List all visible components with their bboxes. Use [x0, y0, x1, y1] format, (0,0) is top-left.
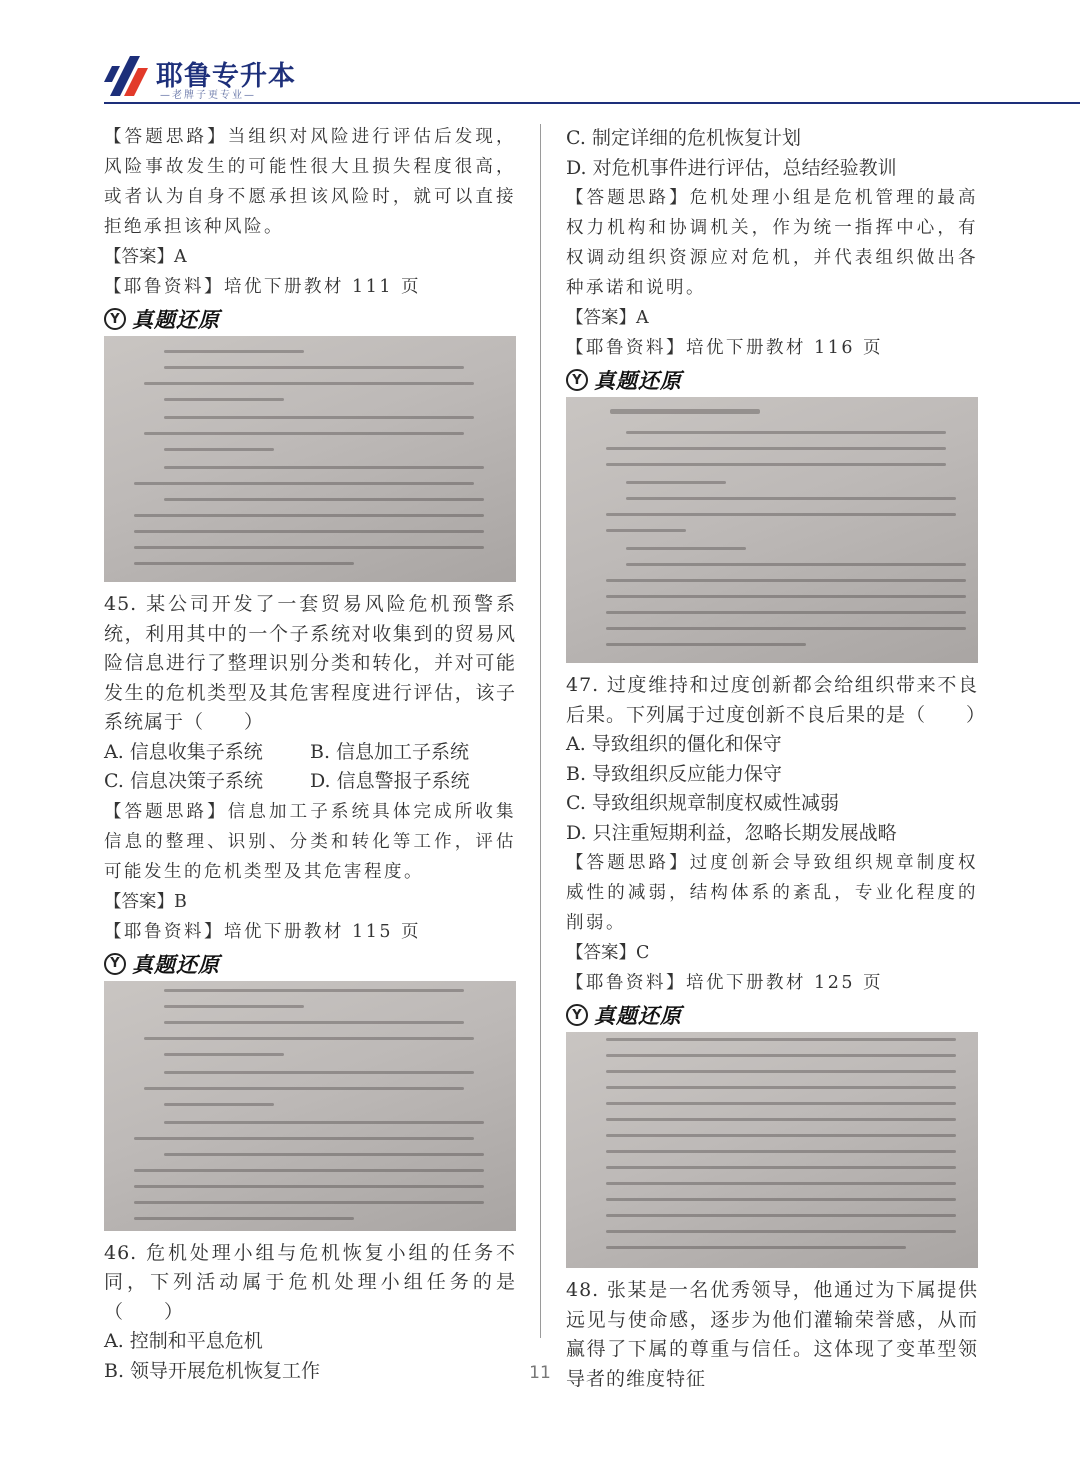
- q46-stem: 46. 危机处理小组与危机恢复小组的任务不同，下列活动属于危机处理小组任务的是（ ）: [104, 1241, 516, 1323]
- header-rule: [104, 102, 1080, 104]
- q47-option-d: D. 只注重短期利益，忽略长期发展战略: [566, 821, 897, 844]
- section-title: 真题还原: [132, 308, 220, 332]
- q48-stem: 48. 张某是一名优秀领导，他通过为下属提供远见与使命感，逐步为他们灌输荣誉感，从而赢得了下属的尊重与信任。这体现了变革型领导者的维度特征: [566, 1279, 978, 1390]
- q46-option-c: C. 制定详细的危机恢复计划: [566, 127, 801, 149]
- section-heading: [104, 949, 516, 979]
- q45-option-c: C. 信息决策子系统: [104, 770, 263, 792]
- q47-option-a: A. 导致组织的僵化和保守: [566, 733, 782, 755]
- section-title: 真题还原: [594, 1004, 682, 1028]
- right-column: [566, 124, 987, 1394]
- section-title: 真题还原: [594, 369, 682, 393]
- yale-badge-icon: Y: [566, 369, 588, 391]
- q46-option-d: D. 对危机事件进行评估，总结经验教训: [566, 156, 897, 179]
- q47-source: 【耶鲁资料】培优下册教材 125 页: [566, 973, 884, 993]
- q46-source: 【耶鲁资料】培优下册教材 116 页: [566, 338, 884, 358]
- q46-reasoning: 【答题思路】危机处理小组是危机管理的最高权力机构和协调机关，作为统一指挥中心，有权调动组织资源应对危机，并代表组织做出各种承诺和说明。: [566, 188, 978, 298]
- brand-name: 耶鲁专升本: [156, 61, 296, 92]
- section-heading: [566, 1000, 978, 1030]
- q45-source: 【耶鲁资料】培优下册教材 115 页: [104, 921, 422, 942]
- q47-option-c: C. 导致组织规章制度权威性减弱: [566, 792, 839, 814]
- yale-badge-icon: Y: [104, 953, 126, 975]
- q45-stem: 45. 某公司开发了一套贸易风险危机预警系统，利用其中的一个子系统对收集到的贸易风险信息进行了整理识别分类和转化，并对可能发生的危机类型及其危害程度进行评估，该子系统属于（ ）: [104, 593, 516, 733]
- textbook-photo-1: [104, 336, 516, 582]
- left-column: [104, 122, 516, 1386]
- q47-reasoning: 【答题思路】过度创新会导致组织规章制度权威性的减弱，结构体系的紊乱，专业化程度的削弱。: [566, 853, 978, 933]
- textbook-photo-4: [566, 1032, 978, 1268]
- q44-source: 【耶鲁资料】培优下册教材 111 页: [104, 277, 422, 297]
- q45-option-d: D. 信息警报子系统: [310, 770, 470, 792]
- textbook-photo-3: [566, 397, 978, 663]
- section-title: 真题还原: [132, 952, 220, 977]
- q47-answer: 【答案】C: [566, 943, 650, 963]
- page-header: [0, 0, 1080, 104]
- q47-option-b: B. 导致组织反应能力保守: [566, 762, 783, 785]
- q46-answer: 【答案】A: [566, 308, 649, 328]
- column-divider: [540, 124, 541, 1338]
- q45-answer: 【答案】B: [104, 891, 187, 912]
- q45-options-row-2: [104, 767, 516, 797]
- q45-reasoning: 【答题思路】信息加工子系统具体完成所收集信息的整理、识别、分类和转化等工作，评估可能发生的危机类型及其危害程度。: [104, 801, 516, 882]
- brand-tagline: —老牌子更专业—: [160, 90, 256, 101]
- textbook-photo-2: [104, 981, 516, 1231]
- section-heading: [566, 365, 978, 395]
- page-number: 11: [529, 1363, 551, 1383]
- yale-badge-icon: Y: [566, 1004, 588, 1026]
- q46-option-a: A. 控制和平息危机: [104, 1330, 263, 1352]
- q47-stem: 47. 过度维持和过度创新都会给组织带来不良后果。下列属于过度创新不良后果的是（ ）: [566, 674, 987, 726]
- q46-option-b: B. 领导开展危机恢复工作: [104, 1359, 321, 1382]
- q45-option-a: A. 信息收集子系统: [104, 740, 263, 763]
- q45-option-b: B. 信息加工子系统: [310, 740, 470, 763]
- yale-badge-icon: Y: [104, 308, 126, 330]
- q44-answer: 【答案】A: [104, 247, 187, 267]
- brand-logo-icon: [104, 52, 150, 98]
- section-heading: [104, 304, 516, 334]
- q45-options-row-1: [104, 738, 516, 768]
- q44-reasoning: 【答题思路】当组织对风险进行评估后发现，风险事故发生的可能性很大且损失程度很高，或者认为自身不愿承担该风险时，就可以直接拒绝承担该种风险。: [104, 127, 516, 237]
